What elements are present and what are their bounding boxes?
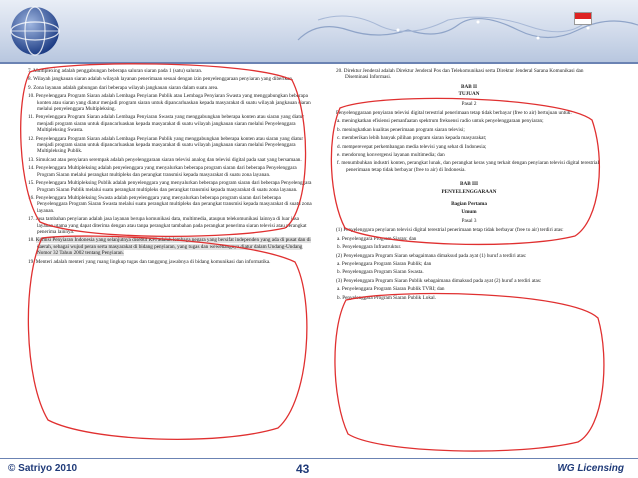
right-document-column: [336, 68, 602, 460]
list-item: (1) Penyelenggara penyiaran televisi digital terestrial penerimaan tetap tidak berbayar (free to air) terdiri atas:: [336, 227, 564, 234]
indonesia-flag-icon: [574, 12, 592, 25]
footer-divider: [0, 458, 638, 459]
section-subheading: Umum: [461, 208, 477, 215]
list-item: d. memperevepat perkembangan media televisi yang sehat di Indonesia;: [337, 143, 487, 150]
list-item: a. meningkatkan efisiensi pemanfaatan spektrum frekuensi radio untuk penyelenggaraan penyiaran;: [337, 118, 544, 125]
article-heading: Pasal 3: [461, 217, 477, 224]
article-heading: Pasal 2: [461, 100, 477, 107]
list-item: (3) Penyelenggara Program Siaran Publik sebagaimana dimaksud pada ayat (2) huruf a terdiri atas:: [336, 277, 542, 284]
list-item: b. Penyelenggara Infrastruktur.: [337, 244, 402, 251]
list-item: 7. Multiplexing adalah penggabungan beberapa saluran siaran pada 1 (satu) saluran.: [28, 68, 203, 74]
list-item: 18. Komisi Penyiaran Indonesia yang selanjutnya disebut KPI adalah lembaga negara yang bersifat independen yang ada di pusat dan di daerah, sebagai wujud peran serta masyarakat di bidang penyiaran, yang tugas dan wewenangnya diatur dalam Undang-Undang Nomor 32 Tahun 2002 tentang Penyiaran.: [28, 237, 311, 257]
globe-logo-icon: [6, 4, 64, 58]
list-item: a. Penyelenggara Program Siaran; dan: [337, 235, 417, 242]
list-item: 14. Penyelenggara Multipleksing adalah penyelenggara yang menyalurkan beberapa program siaran dari beberapa Penyelenggara Program Siaran melalui perangkat multipleks dan perangkat transmisi kepada masyarakat di suatu zona layanan.: [28, 165, 297, 178]
chapter-heading: BAB II: [460, 83, 477, 90]
header-divider: [0, 62, 638, 64]
list-item: 13. Simulcast atau penyiaran serempak adalah penyelenggaraan siaran televisi analog dan televisi digital pada saat yang bersamaan.: [28, 156, 302, 163]
copyright-text: © Satriyo 2010: [8, 463, 78, 474]
brand-text: WG Licensing: [557, 463, 624, 474]
list-item: 10. Penyelenggara Program Siaran adalah Lembaga Penyiaran Publik atau Lembaga Penyiaran Swasta yang menggabungkan beberapa konten atau siaran yang diatur menjadi program siaran untuk dipancarluaskan kepada masyarakat di suatu wilayah jangkauan siaran melalui penyelenggara Multipleksing.: [28, 93, 311, 113]
header-banner: [0, 0, 638, 62]
footer: [0, 460, 638, 478]
world-map-decoration: [278, 0, 638, 62]
list-item: (2) Penyelenggara Program Siaran sebagaimana dimaksud pada ayat (1) huruf a terdiri atas:: [336, 252, 527, 259]
chapter-subheading: TUJUAN: [458, 91, 480, 98]
page-number: 43: [296, 462, 310, 476]
left-document-column: [28, 68, 312, 460]
list-item: 9. Zona layanan adalah gabungan dari beberapa wilayah jangkauan siaran dalam suatu area.: [28, 84, 219, 91]
list-item: 17. Jasa tambahan penyiaran adalah jasa layanan berupa komunikasi data, multimedia, ataupun telekomunikasi lainnya di luar jasa layanan utama yang dapat diterima dengan atau tanpa perangkat tambahan pada perangkat penerima siaran televisi atau perangkat penerima lainnya.: [28, 216, 307, 235]
list-item: 16. Penyelenggara Multipleksing Swasta adalah penyelenggara yang menyalurkan beberapa program siaran dari beberapa Penyelenggara Program Siaran Swasta melalui suatu perangkat multipleks dan perangkat transmisi kepada masyarakat di suatu zona layanan.: [28, 194, 312, 214]
article-intro: Penyelenggaraan penyiaran televisi digital terestrial penerimaan tetap tidak berbayar (free to air) bertujuan untuk:: [336, 110, 572, 117]
list-item: 11. Penyelenggara Program Siaran adalah Lembaga Penyiaran Swasta yang menggabungkan beberapa konten atau siaran yang diatur menjadi program siaran untuk dipancarluaskan kepada masyarakat di suatu wilayah jangkauan siaran melalui Penyelenggara Multipleksing Swasta.: [28, 114, 305, 134]
list-item: 8. Wilayah jangkauan siaran adalah wilayah layanan penerimaan sesuai dengan izin penyelenggaraan penyiaran yang diberikan.: [28, 76, 294, 83]
list-item: b. meningkatkan kualitas penerimaan program siaran televisi;: [337, 126, 465, 133]
list-item: b. Penyelenggara Program Siaran Swasta.: [337, 269, 424, 276]
list-item: 15. Penyelenggara Multipleksing Publik adalah penyelenggara yang menyalurkan beberapa program siaran dari beberapa Penyelenggara Program Siaran Publik melalui suatu perangkat multipleks dan perangkat transmisi kepada masyarakat di suatu zona layanan.: [28, 180, 312, 193]
list-item: c. memberikan lebih banyak pilihan program siaran kepada masyarakat;: [337, 135, 487, 142]
list-item: 20. Direktur Jenderal adalah Direktur Jenderal Pos dan Telekomunikasi serta Direktur Jenderal Sarana Komunikasi dan Diseminasi Informasi.: [336, 68, 584, 81]
list-item: 19. Menteri adalah menteri yang ruang lingkup tugas dan tanggung jawabnya di bidang komunikasi dan informatika.: [28, 258, 271, 265]
list-item: e. mendorong konvergensi layanan multimedia; dan: [337, 152, 445, 159]
chapter-subheading: PENYELENGGARAAN: [441, 188, 497, 195]
list-item: f. menumbuhkan industri konten, perangkat lunak, dan perangkat keras yang terkait dengan penyiaran televisi digital terestrial penerimaan tetap tidak berbayar (free to air) di Indonesia.: [337, 160, 599, 173]
list-item: b. Penyelenggara Program Siaran Publik Lokal.: [337, 294, 436, 301]
list-item: a. Penyelenggara Program Siaran Publik; dan: [337, 260, 432, 267]
list-item: a. Penyelenggara Program Siaran Publik TVRI; dan: [337, 286, 445, 293]
section-heading: Bagian Pertama: [451, 201, 487, 208]
chapter-heading: BAB III: [459, 181, 479, 188]
list-item: 12. Penyelenggara Program Siaran adalah Lembaga Penyiaran Publik yang menggabungkan beberapa konten atau siaran yang diatur menjadi program siaran untuk dipancarluaskan kepada masyarakat di suatu wilayah jangkauan siaran melalui Penyelenggara Multipleksing Publik.: [28, 135, 304, 155]
